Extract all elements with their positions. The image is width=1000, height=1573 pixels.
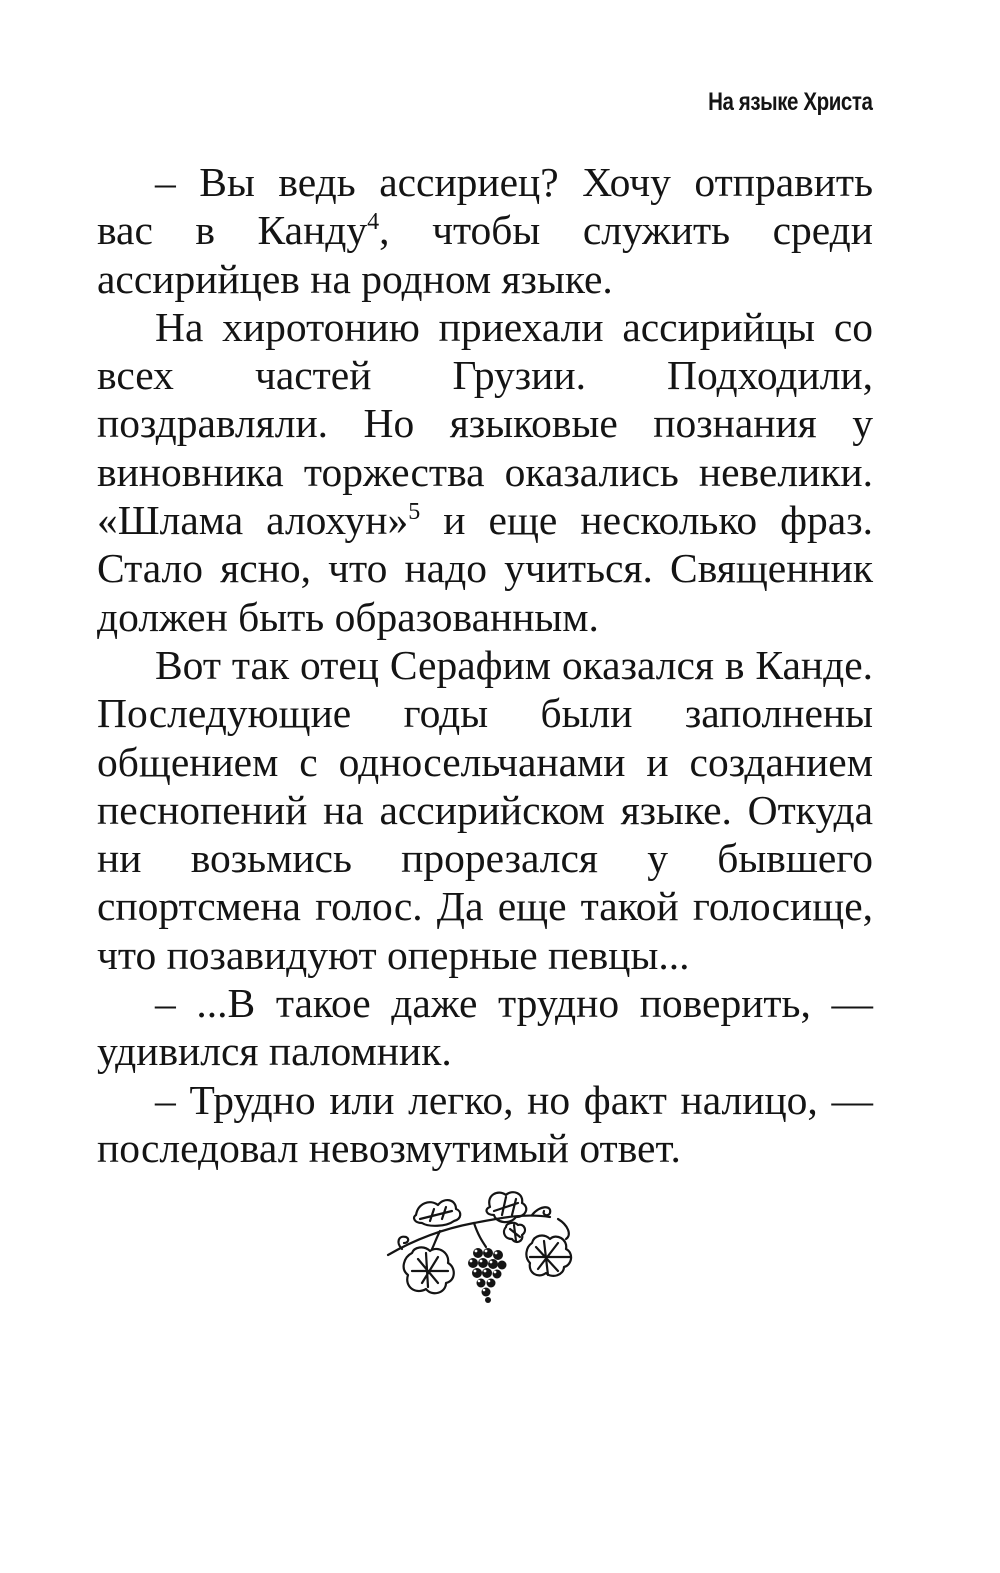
paragraph-4: – ...В такое даже трудно поверить, — удивился паломник.: [97, 980, 873, 1075]
paragraph-2-text-cont: и еще несколько фраз. Стало ясно, что надо учиться. Священник должен быть образованным.: [97, 497, 873, 640]
body-text: [97, 158, 873, 1172]
footnote-marker-5: 5: [408, 499, 421, 526]
paragraph-1-text: – Вы ведь ассириец? Хочу отправить вас в Канду: [97, 159, 873, 254]
paragraph-2-text: На хиротонию приехали ассирийцы со всех частей Грузии. Подходили, поздравляли. Но языковые познания у виновника торжества оказались невелики. «Шлама алохун»: [97, 303, 873, 544]
paragraph-2: [97, 303, 873, 641]
grapevine-ornament-icon: [382, 1183, 582, 1311]
paragraph-1-text-cont: , чтобы служить среди ассирийцев на родном языке.: [97, 207, 873, 302]
paragraph-5: – Трудно или легко, но факт налицо, — последовал невозмутимый ответ.: [97, 1076, 873, 1171]
paragraph-1: [97, 158, 873, 303]
paragraph-3: Вот так отец Серафим оказался в Канде. Последующие годы были заполнены общением с односельчанами и созданием песнопений на ассирийском языке. Откуда ни возьмись прорезался у бывшего спортсмена голос. Да еще такой голосище, что позавидуют оперные певцы...: [97, 641, 873, 978]
running-title: На языке Христа: [707, 88, 872, 116]
footnote-marker-4: 4: [367, 209, 380, 236]
